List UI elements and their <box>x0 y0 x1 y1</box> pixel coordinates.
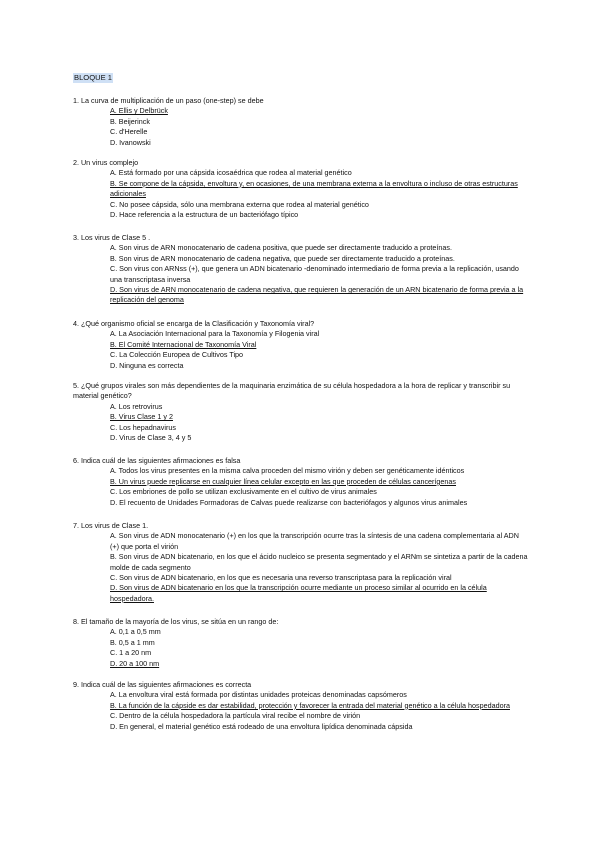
question-6 <box>73 456 528 508</box>
answer-option: C. La Colección Europea de Cultivos Tipo <box>110 350 244 360</box>
correct-answer-option: B. La función de la cápside es dar estabilidad, protección y favorecer la entrada del material genético a la célula hospedadora <box>110 700 510 710</box>
answer-option: A. Está formado por una cápsida icosaédrica que rodea al material genético <box>110 168 352 178</box>
answer-option: C. No posee cápsida, sólo una membrana externa que rodea al material genético <box>110 199 369 209</box>
correct-answer-option: B. Virus Clase 1 y 2 <box>110 412 173 422</box>
answer-option: B. 0,5 a 1 mm <box>110 637 155 647</box>
question-text: 2. Un virus complejo <box>73 158 139 167</box>
answer-option: A. La envoltura viral está formada por distintas unidades proteicas denominadas capsómeros <box>110 690 407 700</box>
correct-answer-option: D. Son virus de ARN monocatenario de cadena negativa, que requieren la generación de un ARN bicatenario de forma previa a la replicación del genoma <box>110 285 524 305</box>
answer-options <box>73 329 528 371</box>
answer-option: A. Todos los virus presentes en la misma calva proceden del mismo virión y deben ser genéticamente idénticos <box>110 466 465 476</box>
question-1 <box>73 96 528 148</box>
answer-option: B. Beijerinck <box>110 116 150 126</box>
answer-option: A. Son virus de ARN monocatenario de cadena positiva, que puede ser directamente traducido a proteínas. <box>110 243 453 253</box>
answer-option: A. Son virus de ADN monocatenario (+) en los que la transcripción ocurre tras la síntesis de una cadena complementaria al ADN (+) que porta el virión <box>110 531 519 551</box>
answer-options <box>73 690 528 732</box>
question-text: 6. Indica cuál de las siguientes afirmaciones es falsa <box>73 456 241 465</box>
answer-option: B. Son virus de ARN monocatenario de cadena negativa, que puede ser directamente traducido a proteínas. <box>110 253 455 263</box>
answer-option: C. d'Herelle <box>110 127 148 137</box>
question-5 <box>73 381 528 443</box>
answer-option: C. Dentro de la célula hospedadora la partícula viral recibe el nombre de virión <box>110 711 361 721</box>
question-9 <box>73 680 528 732</box>
answer-options <box>73 106 528 148</box>
answer-option: C. Los embriones de pollo se utilizan exclusivamente en el cultivo de virus animales <box>110 487 377 497</box>
question-text: 3. Los virus de Clase 5 . <box>73 233 151 242</box>
question-text: 9. Indica cuál de las siguientes afirmaciones es correcta <box>73 680 252 689</box>
answer-option: D. En general, el material genético está rodeado de una envoltura lipídica denominada cápsida <box>110 721 413 731</box>
answer-option: A. 0,1 a 0,5 mm <box>110 627 161 637</box>
answer-option: B. Son virus de ADN bicatenario, en los que el ácido nucleico se presenta segmentado y el ARNm se sintetiza a partir de la cadena molde de cada segmento <box>110 552 528 572</box>
answer-options <box>73 466 528 508</box>
answer-options <box>73 402 528 444</box>
answer-option: A. Los retrovirus <box>110 401 163 411</box>
answer-option: C. 1 a 20 nm <box>110 648 152 658</box>
correct-answer-option: B. El Comité Internacional de Taxonomía Viral <box>110 339 257 349</box>
answer-option: D. Hace referencia a la estructura de un bacteriófago típico <box>110 210 299 220</box>
question-2 <box>73 158 528 220</box>
answer-option: D. Ivanowski <box>110 137 151 147</box>
question-text: 7. Los virus de Clase 1. <box>73 521 149 530</box>
answer-option: D. Virus de Clase 3, 4 y 5 <box>110 433 192 443</box>
correct-answer-option: D. 20 a 100 nm <box>110 658 160 668</box>
answer-option: A. La Asociación Internacional para la Taxonomía y Filogenia viral <box>110 329 320 339</box>
question-text: 1. La curva de multiplicación de un paso (one-step) se debe <box>73 96 264 105</box>
answer-option: C. Son virus de ADN bicatenario, en los que es necesaria una reverso transcriptasa para la replicación viral <box>110 573 452 583</box>
question-text: 5. ¿Qué grupos virales son más dependientes de la maquinaria enzimática de su célula hospedadora a la hora de replicar y transcribir su material genético? <box>73 381 511 401</box>
question-text: 8. El tamaño de la mayoría de los virus, se sitúa en un rango de: <box>73 617 279 626</box>
answer-options <box>73 627 528 669</box>
correct-answer-option: B. Un virus puede replicarse en cualquier línea celular excepto en las que proceden de células cancerígenas <box>110 476 457 486</box>
question-3 <box>73 233 528 306</box>
correct-answer-option: A. Ellis y Delbrück <box>110 106 168 116</box>
question-4 <box>73 319 528 371</box>
block-title: BLOQUE 1 <box>74 73 112 82</box>
question-7 <box>73 521 528 604</box>
question-8 <box>73 617 528 669</box>
answer-options <box>73 168 528 220</box>
answer-option: C. Son virus con ARNss (+), que genera un ADN bicatenario -denominado intermediario de forma previa a la replicación, usando una transcriptasa inversa <box>110 264 519 284</box>
answer-options <box>73 243 528 305</box>
answer-option: C. Los hepadnavirus <box>110 422 176 432</box>
question-text: 4. ¿Qué organismo oficial se encarga de la Clasificación y Taxonomía viral? <box>73 319 315 328</box>
correct-answer-option: B. Se compone de la cápsida, envoltura y, en ocasiones, de una membrana externa a la envoltura o incluso de otras estructuras adicionales <box>110 178 518 199</box>
answer-option: D. El recuento de Unidades Formadoras de Calvas puede realizarse con bacteriófagos y algunos virus animales <box>110 497 468 507</box>
answer-option: D. Ninguna es correcta <box>110 360 184 370</box>
correct-answer-option: D. Son virus de ADN bicatenario en los que la transcripción ocurre mediante un proceso similar al ocurrido en la célula hospedadora. <box>110 583 487 603</box>
answer-options <box>73 531 528 604</box>
